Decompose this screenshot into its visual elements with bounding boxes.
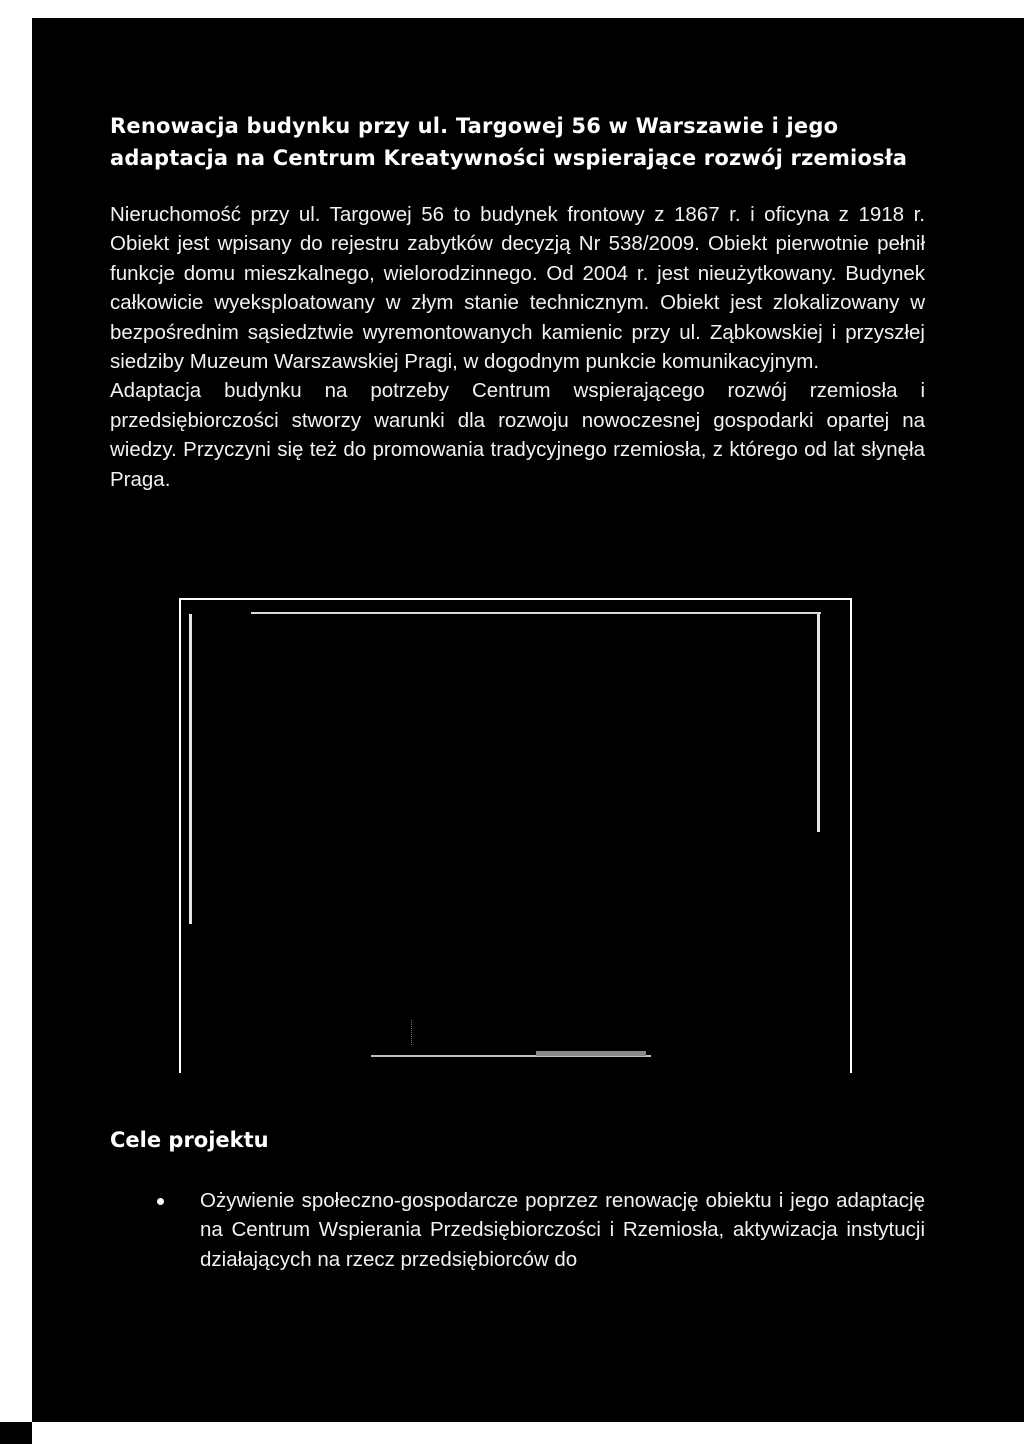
page-corner: [0, 1422, 32, 1444]
photo-line: [251, 612, 821, 614]
paragraph-description: Nieruchomość przy ul. Targowej 56 to budynek frontowy z 1867 r. i oficyna z 1918 r. Obiekt jest wpisany do rejestru zabytków decyzją Nr 538/2009. Obiekt pierwotnie pełnił funkcje domu mieszkalnego, wielorodzinnego. Od 2004 r. jest nieużytkowany. Budynek całkowicie wyeksploatowany w złym stanie technicznym. Obiekt jest zlokalizowany w bezpośrednim sąsiedztwie wyremontowanych kamienic przy ul. Ząbkowskiej i przyszłej siedziby Muzeum Warszawskiej Pragi, w dogodnym punkcie komunikacyjnym.: [110, 203, 925, 374]
section-title-goals: Cele projektu: [110, 1128, 269, 1152]
photo-artifact: [411, 1020, 413, 1045]
list-item-text: Ożywienie społeczno-gospodarcze poprzez renowację obiektu i jego adaptację na Centrum Wspierania Przedsiębiorczości i Rzemiosła, aktywizacja instytucji działających na rzecz przedsiębiorców do: [200, 1189, 925, 1271]
paragraph-adaptation: Adaptacja budynku na potrzeby Centrum wspierającego rozwój rzemiosła i przedsiębiorczości stworzy warunki dla rozwoju nowoczesnej gospodarki opartej na wiedzy. Przyczyni się też do promowania tradycyjnego rzemiosła, z którego od lat słynęła Praga.: [110, 379, 925, 491]
page-border-top: [32, 0, 1024, 18]
bullet-icon: [157, 1198, 164, 1205]
goals-list: [110, 1186, 925, 1274]
photo-line: [189, 614, 192, 924]
page-border-left: [0, 0, 32, 1444]
page-border-bottom: [32, 1422, 1024, 1444]
building-photo: [179, 598, 852, 1073]
document-body: [110, 110, 925, 494]
document-title: Renowacja budynku przy ul. Targowej 56 w Warszawie i jego adaptacja na Centrum Kreatywności wspierające rozwój rzemiosła: [110, 114, 908, 170]
photo-artifact: [536, 1051, 646, 1056]
photo-line: [817, 614, 820, 832]
list-item: [110, 1186, 925, 1274]
